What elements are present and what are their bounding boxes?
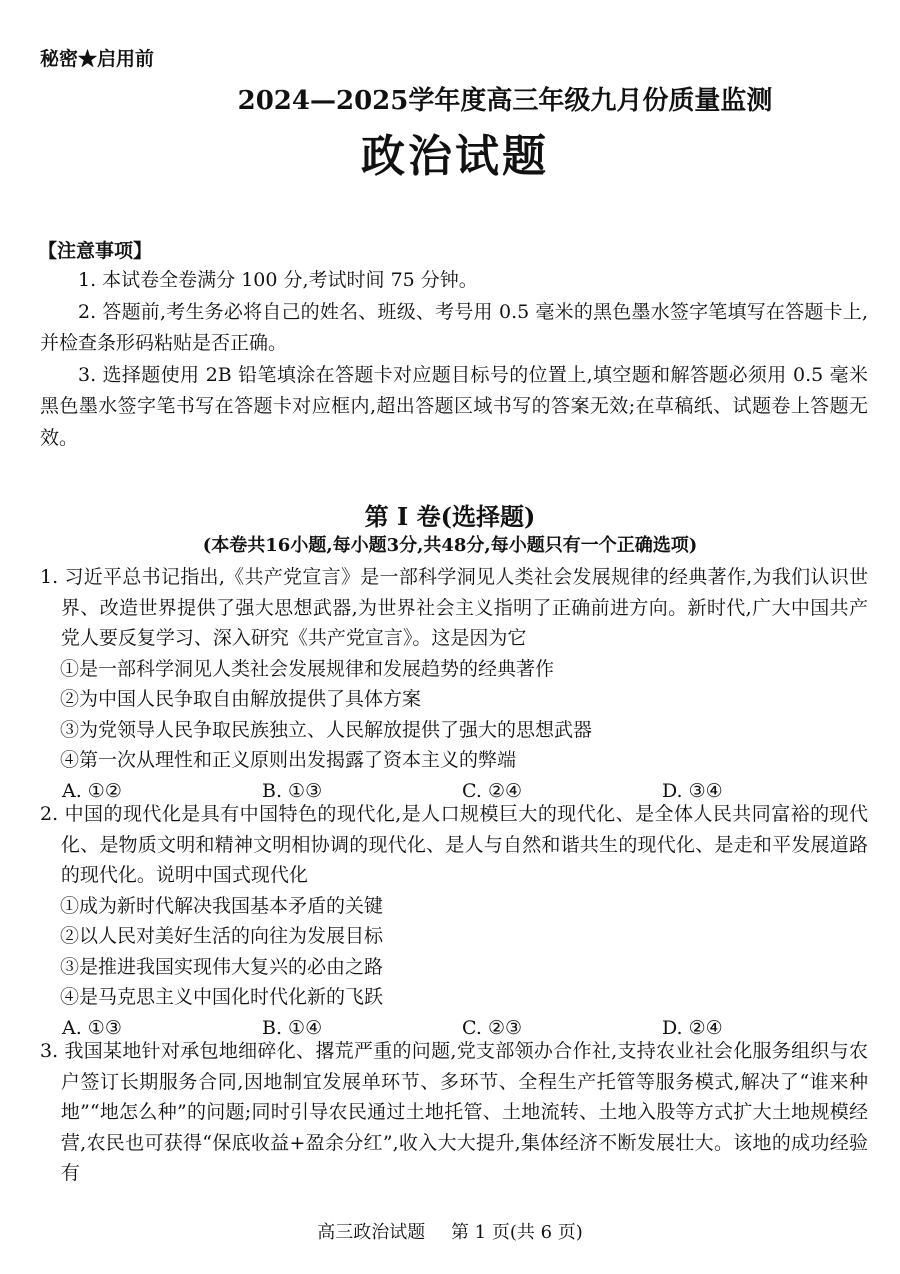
- choice-d: D. ③④: [662, 779, 723, 802]
- statement-option: ①成为新时代解决我国基本矛盾的关键: [60, 894, 384, 917]
- statement-option: ④第一次从理性和正义原则出发揭露了资本主义的弊端: [60, 749, 517, 771]
- notice-item: 3. 选择题使用 2B 铅笔填涂在答题卡对应题目标号的位置上,填空题和解答题必须用 0.5 毫米黑色墨水签字笔书写在答题卡对应框内,超出答题区域书写的答案无效;在草稿纸、试题卷上答题无效。: [40, 363, 868, 449]
- confidential-label: 秘密★启用前: [40, 48, 155, 70]
- question-1: [40, 562, 868, 806]
- exam-title: 2024—2025学年度高三年级九月份质量监测: [237, 86, 773, 116]
- question-stem: 3. 我国某地针对承包地细碎化、撂荒严重的问题,党支部领办合作社,支持农业社会化服务组织与农户签订长期服务合同,因地制宜发展单环节、多环节、全程生产托管等服务模式,解决了“谁来种地”“地怎么种”的问题;同时引导农民通过土地托管、土地流转、土地入股等方式扩大土地规模经营,农民也可获得“保底收益+盈余分红”,收入大大提升,集体经济不断发展壮大。该地的成功经验有: [40, 1040, 868, 1184]
- statement-option: ④是马克思主义中国化时代化新的飞跃: [60, 986, 384, 1008]
- choice-b: B. ①③: [262, 779, 323, 802]
- notice-list: [40, 265, 868, 454]
- statement-option: ②以人民对美好生活的向往为发展目标: [60, 925, 384, 947]
- statement-option: ②为中国人民争取自由解放提供了具体方案: [60, 688, 422, 710]
- footer-page-number: 第 1 页(共 6 页): [450, 1222, 583, 1243]
- question-stem: 2. 中国的现代化是具有中国特色的现代化,是人口规模巨大的现代化、是全体人民共同富裕的现代化、是物质文明和精神文明相协调的现代化、是人与自然和谐共生的现代化、是走和平发展道路的现代化。说明中国式现代化: [40, 803, 868, 886]
- choice-b: B. ①④: [262, 1016, 323, 1039]
- notice-item: 2. 答题前,考生务必将自己的姓名、班级、考号用 0.5 毫米的黑色墨水签字笔填写在答题卡上,并检查条形码粘贴是否正确。: [40, 300, 868, 354]
- notice-heading: 【注意事项】: [38, 240, 153, 262]
- section-title: 第 Ⅰ 卷(选择题): [364, 502, 536, 531]
- choice-a: A. ①③: [62, 1016, 122, 1039]
- choice-c: C. ②③: [462, 1016, 523, 1039]
- question-2: [40, 799, 868, 1043]
- choice-a: A. ①②: [62, 779, 122, 802]
- subject-title: 政治试题: [361, 131, 549, 182]
- choice-c: C. ②④: [462, 779, 523, 802]
- section-note: (本卷共16小题,每小题3分,共48分,每小题只有一个正确选项): [202, 535, 698, 556]
- notice-item: 1. 本试卷全卷满分 100 分,考试时间 75 分钟。: [78, 269, 478, 291]
- footer-subject: 高三政治试题: [317, 1222, 426, 1243]
- choice-d: D. ②④: [662, 1016, 723, 1039]
- statement-option: ①是一部科学洞见人类社会发展规律和发展趋势的经典著作: [60, 657, 555, 680]
- question-3: [40, 1036, 868, 1189]
- statement-option: ③为党领导人民争取民族独立、人民解放提供了强大的思想武器: [60, 718, 593, 741]
- question-stem: 1. 习近平总书记指出,《共产党宣言》是一部科学洞见人类社会发展规律的经典著作,为我们认识世界、改造世界提供了强大思想武器,为世界社会主义指明了正确前进方向。新时代,广大中国共产党人要反复学习、深入研究《共产党宣言》。这是因为它: [40, 566, 868, 649]
- statement-option: ③是推进我国实现伟大复兴的必由之路: [60, 955, 384, 978]
- page-footer: [0, 1218, 900, 1244]
